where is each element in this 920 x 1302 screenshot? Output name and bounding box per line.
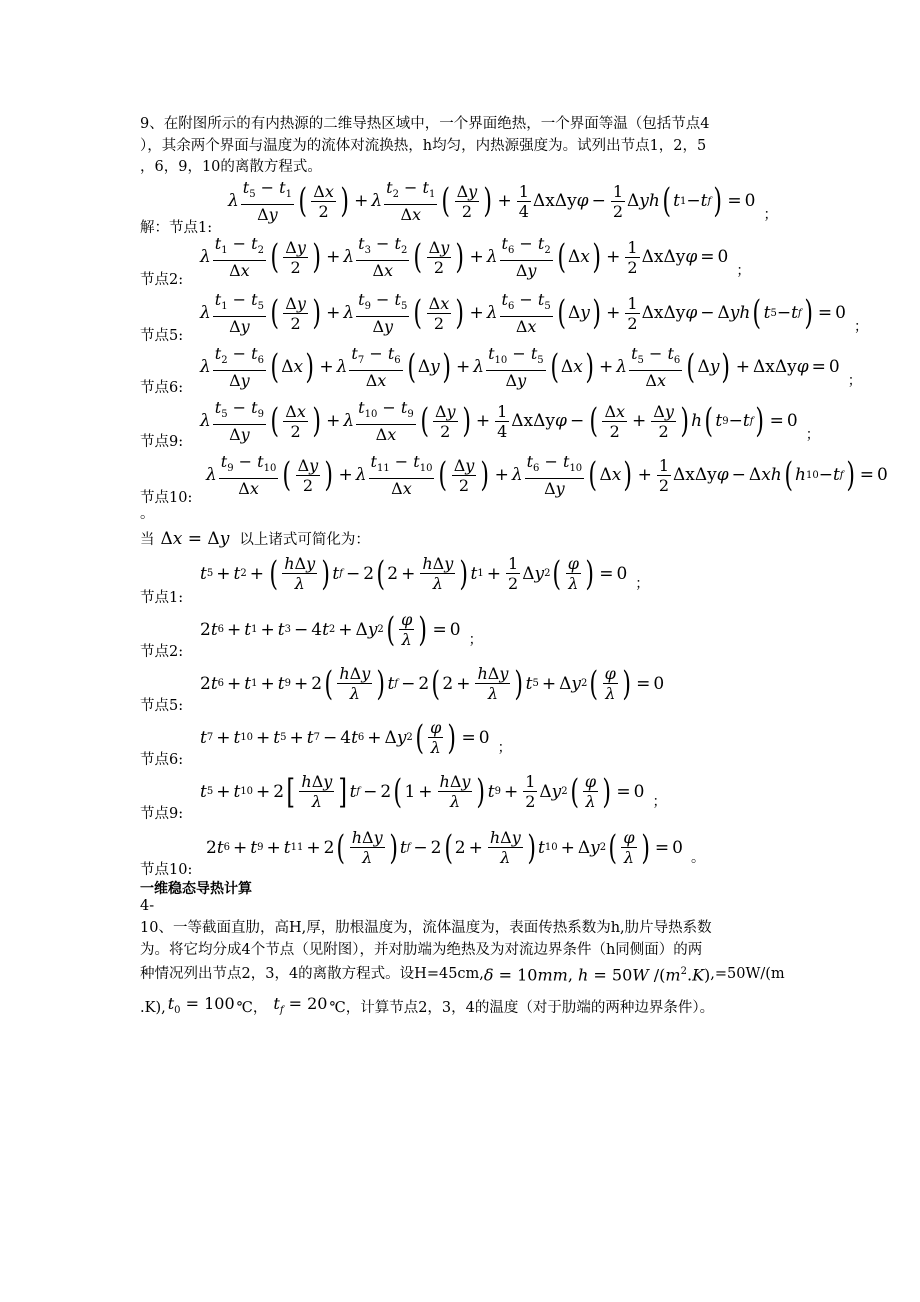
label-node5: 节点5:: [140, 328, 184, 344]
equation-node6: λ $\frac{t_2 - t_6}{\Delta y}$ ( Δ x ) + λ $\frac{t_7 - t_6}{\Delta x}$ ( Δ y ) + λ $\frac{t_{10} - t_5}{\Delta y}$ ( Δ x ) + λ $\frac{t_5 - t_6}{\Delta x}$ ( Δ y ) + ΔxΔy φ = 0 ；: [200, 344, 862, 391]
simplified-node5: 2 t 6 + t 1 + t 9 + 2 ( $\frac{\text{hΔy}}{\lambda}$ ) t f − 2 ( 2 + $\frac{\text{hΔy}}{\lambda}$ ) t 5 + Δ y 2 ( $\frac{\varphi}{\lambda}$ ) = 0: [200, 663, 665, 704]
problem10-line3: [140, 962, 785, 985]
problem10-line4c: ℃，计算节点2，3，4的温度（对于肋端的两种边界条件）。: [329, 999, 715, 1016]
semicolon: ；: [805, 427, 820, 444]
dx-equals-dy: Δx = Δy: [160, 528, 230, 549]
label-s-node1: 节点1:: [140, 590, 184, 606]
simplify-line: [140, 528, 370, 549]
simplified-node6: t 7 + t 10 + t 5 + t 7 − 4 t 6 + Δ y 2 ( $\frac{\varphi}{\lambda}$ ) = 0 ；: [200, 717, 512, 758]
period-end: 。: [690, 850, 705, 866]
simplified-node2: 2 t 6 + t 1 + t 3 − 4 t 2 + Δ y 2 ( $\frac{\varphi}{\lambda}$ ) = 0 ；: [200, 609, 483, 650]
problem10-line3a: 种情况列出节点2，3，4的离散方程式。设H=45cm,: [140, 965, 484, 982]
simplified-node9: t 5 + t 10 + 2 [ $\frac{\text{hΔy}}{\lambda}$ ] t f − 2 ( 1 + $\frac{\text{hΔy}}{\lambda}$ ) t 9 + $\frac{1}{2}$ Δ y 2 ( $\frac{\varphi}{\lambda}$ ) = 0 ；: [200, 771, 667, 812]
t0-formula: $t_0 = 100$: [167, 994, 235, 1017]
problem10-line1: 10、一等截面直肋，高H,厚，肋根温度为，流体温度为，表面传热系数为h,肋片导热系数: [140, 920, 712, 936]
simplified-node10: 2 t 6 + t 9 + t 11 + 2 ( $\frac{\text{hΔy}}{\lambda}$ ) t f − 2 ( 2 + $\frac{\text{hΔy}}{\lambda}$ ) t 10 + Δ y 2 ( $\frac{\varphi}{\lambda}$ ) = 0 。: [206, 827, 705, 868]
problem9-line2: ），其余两个界面与温度为的流体对流换热，h均匀，内热源强度为。试列出节点1，2，5: [140, 138, 707, 154]
label-s-node9: 节点9:: [140, 806, 184, 822]
equation-node10: λ $\frac{t_9 - t_{10}}{\Delta x}$ ( $\frac{\Delta y}{2}$ ) + λ $\frac{t_{11} - t_{10}}{\Delta x}$ ( $\frac{\Delta y}{2}$ ) + λ $\frac{t_6 - t_{10}}{\Delta y}$ ( Δ x ) + $\frac{1}{2}$ ΔxΔy φ − Δ xh ( h 10 − t f ) = 0: [206, 452, 888, 499]
semicolon: ；: [497, 740, 512, 756]
simplified-node1: t 5 + t 2 + ( $\frac{\text{hΔy}}{\lambda}$ ) t f − 2 ( 2 + $\frac{\text{hΔy}}{\lambda}$ ) t 1 + $\frac{1}{2}$ Δ y 2 ( $\frac{\varphi}{\lambda}$ ) = 0 ；: [200, 553, 650, 594]
semicolon: ；: [853, 319, 868, 336]
problem9-line1: 9、在附图所示的有内热源的二维导热区域中，一个界面绝热，一个界面等温（包括节点4: [140, 116, 710, 132]
tf-formula: $t_f = 20$: [273, 994, 328, 1017]
semicolon: ；: [635, 576, 650, 592]
section-number: 4-: [140, 898, 155, 914]
semicolon: ；: [763, 207, 778, 224]
equation-node2: λ $\frac{t_1 - t_2}{\Delta x}$ ( $\frac{\Delta y}{2}$ ) + λ $\frac{t_3 - t_2}{\Delta x}$ ( $\frac{\Delta y}{2}$ ) + λ $\frac{t_6 - t_2}{\Delta y}$ ( Δ x ) + $\frac{1}{2}$ ΔxΔy φ = 0 ；: [200, 234, 751, 281]
label-s-node5: 节点5:: [140, 698, 184, 714]
label-node6: 节点6:: [140, 380, 184, 396]
problem10-line2: 为。将它均分成4个节点（见附图），并对肋端为绝热及为对流边界条件（h同侧面）的两: [140, 942, 703, 958]
equation-node1: λ $\frac{t_5 - t_1}{\Delta y}$ ( $\frac{\Delta x}{2}$ ) + λ $\frac{t_2 - t_1}{\Delta x}$ ( $\frac{\Delta y}{2}$ ) + $\frac{1}{4}$ ΔxΔy φ − $\frac{1}{2}$ Δ yh ( t 1 − t f ) = 0 ；: [228, 178, 778, 225]
label-solve-node1: 解：节点1:: [140, 220, 213, 236]
problem10-line4b: ℃，: [236, 999, 268, 1016]
label-s-node6: 节点6:: [140, 752, 184, 768]
problem10-line3b: ,=50W/(m: [710, 965, 785, 982]
when-text: 当: [140, 532, 155, 548]
problem9-line3: ，6，9，10的离散方程式。: [140, 159, 322, 175]
problem10-line4a: .K),: [140, 999, 166, 1016]
label-s-node10: 节点10:: [140, 862, 193, 878]
period-mark: 。: [140, 506, 155, 522]
label-node2: 节点2:: [140, 272, 184, 288]
equation-node9: λ $\frac{t_5 - t_9}{\Delta y}$ ( $\frac{\Delta x}{2}$ ) + λ $\frac{t_{10} - t_9}{\Delta x}$ ( $\frac{\Delta y}{2}$ ) + $\frac{1}{4}$ ΔxΔy φ − ( $\frac{\Delta x}{2}$ + $\frac{\Delta y}{2}$ ) h ( t 9 − t f ) = 0 ；: [200, 398, 820, 445]
semicolon: ；: [736, 263, 751, 280]
semicolon: ；: [652, 794, 667, 810]
label-node10: 节点10:: [140, 490, 193, 506]
label-s-node2: 节点2:: [140, 644, 184, 660]
semicolon: ；: [847, 373, 862, 390]
simplify-text: 以上诸式可简化为：: [239, 532, 370, 548]
problem10-line4: [140, 994, 714, 1021]
equation-node5: λ $\frac{t_1 - t_5}{\Delta y}$ ( $\frac{\Delta y}{2}$ ) + λ $\frac{t_9 - t_5}{\Delta y}$ ( $\frac{\Delta x}{2}$ ) + λ $\frac{t_6 - t_5}{\Delta x}$ ( Δ y ) + $\frac{1}{2}$ ΔxΔy φ − Δ yh ( t 5 − t f ) = 0 ；: [200, 290, 868, 337]
section-title: 一维稳态导热计算: [140, 881, 252, 897]
param-formula: δ = 10mm, h = 50W $/(m^2.K)$: [483, 965, 711, 985]
semicolon: ；: [468, 632, 483, 648]
label-node9: 节点9:: [140, 434, 184, 450]
